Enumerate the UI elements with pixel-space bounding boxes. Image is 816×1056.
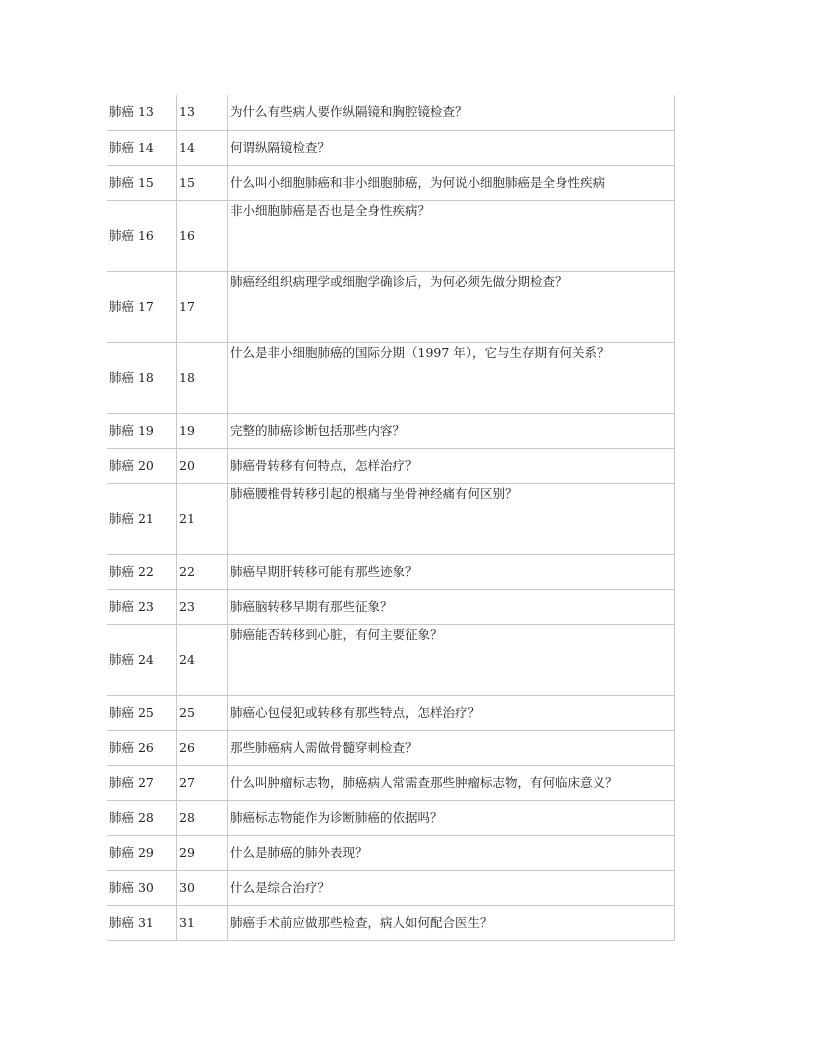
table-row [107, 342, 675, 413]
question-cell: 何谓纵隔镜检查？ [228, 130, 675, 165]
question-cell: 肺癌心包侵犯或转移有那些特点，怎样治疗？ [228, 695, 675, 730]
number-cell: 25 [177, 695, 228, 730]
topic-cell: 肺癌 13 [107, 95, 177, 130]
question-cell: 什么是肺癌的肺外表现？ [228, 835, 675, 870]
table-row [107, 413, 675, 448]
question-cell: 为什么有些病人要作纵隔镜和胸腔镜检查？ [228, 95, 675, 130]
number-cell: 18 [177, 342, 228, 413]
question-cell: 肺癌早期肝转移可能有那些迹象？ [228, 554, 675, 589]
question-cell: 肺癌手术前应做那些检查，病人如何配合医生？ [228, 905, 675, 940]
number-cell: 14 [177, 130, 228, 165]
topic-cell: 肺癌 21 [107, 483, 177, 554]
faq-table [107, 95, 675, 941]
table-row [107, 271, 675, 342]
table-row [107, 165, 675, 200]
question-cell: 什么是非小细胞肺癌的国际分期（1997 年），它与生存期有何关系？ [228, 342, 675, 413]
question-cell: 肺癌能否转移到心脏，有何主要征象？ [228, 624, 675, 695]
topic-cell: 肺癌 30 [107, 870, 177, 905]
number-cell: 24 [177, 624, 228, 695]
table-row [107, 95, 675, 130]
table-row [107, 835, 675, 870]
number-cell: 26 [177, 730, 228, 765]
number-cell: 15 [177, 165, 228, 200]
number-cell: 19 [177, 413, 228, 448]
topic-cell: 肺癌 14 [107, 130, 177, 165]
table-row [107, 800, 675, 835]
question-cell: 非小细胞肺癌是否也是全身性疾病？ [228, 200, 675, 271]
number-cell: 13 [177, 95, 228, 130]
topic-cell: 肺癌 16 [107, 200, 177, 271]
number-cell: 29 [177, 835, 228, 870]
number-cell: 27 [177, 765, 228, 800]
topic-cell: 肺癌 19 [107, 413, 177, 448]
topic-cell: 肺癌 24 [107, 624, 177, 695]
table-row [107, 695, 675, 730]
table-row [107, 483, 675, 554]
number-cell: 17 [177, 271, 228, 342]
question-cell: 什么是综合治疗？ [228, 870, 675, 905]
question-cell: 肺癌标志物能作为诊断肺癌的依据吗？ [228, 800, 675, 835]
table-row [107, 624, 675, 695]
topic-cell: 肺癌 15 [107, 165, 177, 200]
topic-cell: 肺癌 31 [107, 905, 177, 940]
table-row [107, 448, 675, 483]
number-cell: 22 [177, 554, 228, 589]
topic-cell: 肺癌 17 [107, 271, 177, 342]
table-row [107, 905, 675, 940]
table-row [107, 589, 675, 624]
question-cell: 肺癌经组织病理学或细胞学确诊后，为何必须先做分期检查？ [228, 271, 675, 342]
table-row [107, 130, 675, 165]
question-cell: 肺癌脑转移早期有那些征象？ [228, 589, 675, 624]
topic-cell: 肺癌 25 [107, 695, 177, 730]
topic-cell: 肺癌 29 [107, 835, 177, 870]
number-cell: 28 [177, 800, 228, 835]
topic-cell: 肺癌 28 [107, 800, 177, 835]
question-cell: 那些肺癌病人需做骨髓穿刺检查？ [228, 730, 675, 765]
table-row [107, 200, 675, 271]
question-cell: 肺癌腰椎骨转移引起的根痛与坐骨神经痛有何区别？ [228, 483, 675, 554]
number-cell: 31 [177, 905, 228, 940]
table-row [107, 870, 675, 905]
number-cell: 21 [177, 483, 228, 554]
question-cell: 什么叫小细胞肺癌和非小细胞肺癌，为何说小细胞肺癌是全身性疾病 [228, 165, 675, 200]
number-cell: 30 [177, 870, 228, 905]
topic-cell: 肺癌 23 [107, 589, 177, 624]
table-row [107, 730, 675, 765]
topic-cell: 肺癌 18 [107, 342, 177, 413]
topic-cell: 肺癌 22 [107, 554, 177, 589]
topic-cell: 肺癌 27 [107, 765, 177, 800]
number-cell: 20 [177, 448, 228, 483]
table-row [107, 765, 675, 800]
question-cell: 肺癌骨转移有何特点，怎样治疗？ [228, 448, 675, 483]
number-cell: 23 [177, 589, 228, 624]
topic-cell: 肺癌 20 [107, 448, 177, 483]
topic-cell: 肺癌 26 [107, 730, 177, 765]
question-cell: 完整的肺癌诊断包括那些内容？ [228, 413, 675, 448]
faq-table-body [107, 95, 675, 940]
question-cell: 什么叫肿瘤标志物，肺癌病人常需查那些肿瘤标志物，有何临床意义？ [228, 765, 675, 800]
number-cell: 16 [177, 200, 228, 271]
table-row [107, 554, 675, 589]
